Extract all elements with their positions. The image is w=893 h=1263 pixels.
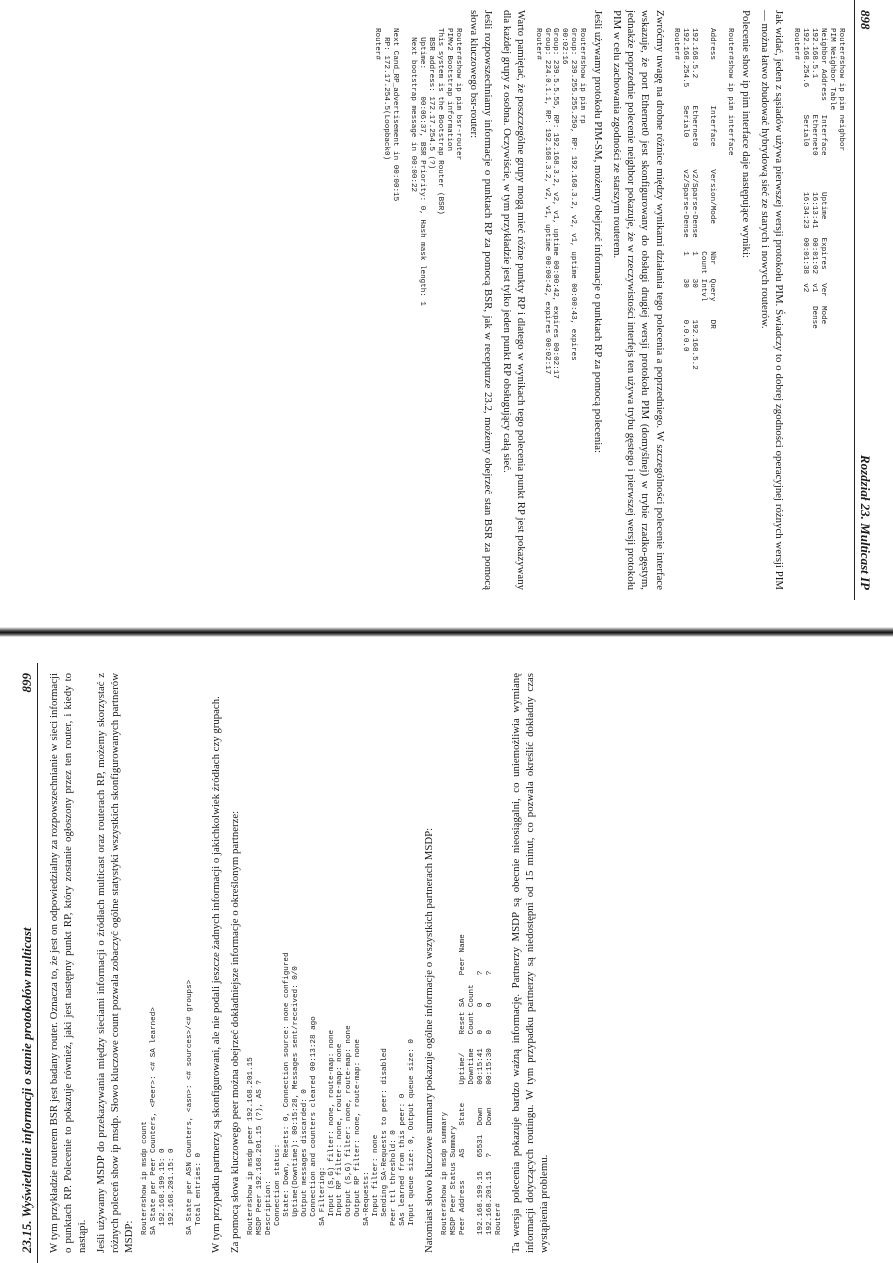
code-block-pim-rp: Router#show ip pim rp Group: 239.255.255.250, RP: 192.168.3.2, v2, v1, uptime 00:00:43, expires 00:02:16 Group: 239.5.5.55, RP: 192.168.3.2, v2, v1, uptime 00:00:42, expires 00:02:17 Group: 224.0.1.1, RP: 192.168.3.2, v2, v1, uptime 00:00:42, expires 00:02:17 Router# <box>533 28 587 379</box>
paragraph: W tym przypadku partnerzy są skonfigurowani, ale nie podali jeszcze żadnych informacji o jakichkolwiek źródłach czy grupach. <box>209 696 222 1253</box>
page-header <box>854 0 877 600</box>
code-block-pim-interface: Router#show ip pim interface Address Interface Version/Mode Nbr Query DR Count Intvl 192.168.5.2 Ethernet0 v2/Sparse-Dense 1 30 192.168.5.2 192.168.254.5 Serial0 v2/Sparse-Dense 1 30 0.0.0.0 Router# <box>672 28 735 370</box>
page-content <box>38 663 551 1263</box>
paragraph: Jeśli używamy protokołu PIM-SM, możemy obejrzeć informacje o punktach RP za pomocą polecenia: <box>592 10 605 454</box>
page-898 <box>15 0 877 600</box>
paragraph: Zwróćmy uwagę na drobne różnice między wynikami działania tego polecenia a poprzedniego. W szczególności polecenie interface wskazuje, że port Ethernet0 jest skonfigurowany do obsługi drugiej wersji protokołu PIM (domyślnej) w trybie rzadko-gęstym, jednakże poprzednie polecenie neighbor pokazuje, że w rzeczywistości interfejs ten używa trybu gęstego i pierwszej wersji protokołu PIM w celu zachowania zgodności ze starszym routerem. <box>611 10 666 590</box>
code-block-pim-neighbor: Router#show ip pim neighbor PIM Neighbor Table Neighbor Address Interface Uptime Expires Ver Mode 192.168.5.1 Ethernet0 16:13:41 00:01:02 v1 Dense 192.168.254.6 Serial0 16:34:23 00:01:38 v2 Router# <box>792 28 845 329</box>
paragraph: Natomiast słowo kluczowe summary pokazuje ogólne informacje o wszystkich partnerach MSDP: <box>423 827 436 1253</box>
page-header <box>15 663 38 1263</box>
page-content <box>372 0 854 600</box>
section-title: 23.15. Wyświetlanie informacji o stanie protokołów multicast <box>19 927 34 1253</box>
paragraph: Za pomocą słowa kluczowego peer można obejrzeć dokładniejsze informacje o określonym partnerze: <box>228 810 241 1253</box>
page-number: 899 <box>19 673 34 693</box>
paragraph: Jeśli używamy MSDP do przekazywania między sieciami informacji o źródłach multicast oraz routerach RP, możemy skorzystać z różnych poleceń show ip msdp. Słowo kluczowe count pozwala zobaczyć ogólne statystyki wszystkich skonfigurowanych partnerów MSDP: <box>95 673 136 1253</box>
paragraph: Jeśli rozpowszechniamy informacje o punktach RP za pomocą BSR, jak w recepturze 23.2, możemy obejrzeć stan BSR za pomocą słowa kluczowego bsr-router: <box>467 10 494 590</box>
paragraph: W tym przykładzie routerem BSR jest badany router. Oznacza to, że jest on odpowiedzialny za rozpowszechnianie w sieci informacji o punktach RP. Polecenie to pokazuje również, jaki jest następny punkt RP, który zostanie ogłoszony przez ten router, i kiedy to nastąpi. <box>48 673 89 1253</box>
chapter-title: Rozdział 23. Multicast IP <box>858 454 873 590</box>
paragraph: Polecenie show ip pim interface daje następujące wyniki: <box>740 10 753 258</box>
page-899 <box>15 663 877 1263</box>
code-block-msdp-count: Router#show ip msdp count SA State per Peer Counters, <Peer>: <# SA learned> 192.168.199.15: 0 192.168.201.15: 0 SA State per ASN Counters, <asn>: <# sources>/<# groups> Total entries: 0 <box>141 979 203 1235</box>
page-number: 898 <box>858 10 873 30</box>
code-block-bsr-router: Router#show ip pim bsr-router PIMv2 Bootstrap information This system is the Bootstrap Router (BSR) BSR address: 172.17.254.5 (?) Uptime: 00:06:37, BSR Priority: 0, Hash mask length: 1 Next bootstrap message in 00:00:22 Next Cand_RP_advertisement in 00:00:15 RP: 172.17.254.5(Loopback0) Router# <box>372 28 462 306</box>
page-gutter-shadow <box>0 627 893 637</box>
code-block-msdp-summary: Router#show ip msdp summary MSDP Peer Status Summary Peer Address AS State Uptime/ Reset SA Peer Name Downtime Count Count 192.168.199.15 65531 Down 00:15:41 0 0 ? 192.168.201.15 ? Down 00:15:30 0 0 ? Router# <box>441 934 503 1235</box>
paragraph: Ta wersja polecenia pokazuje bardzo ważną informację. Partnerzy MSDP są obecnie nieosiągalni, co uniemożliwia wymianę informacji dotyczących routingu. W tym przypadku partnerzy są niedostępni od 15 minut, co pozwala określić dokładny czas wystąpienia problemu. <box>509 673 550 1253</box>
code-block-msdp-peer: Router#show ip msdp peer 192.168.201.15 MSDP Peer 192.168.201.15 (?), AS ? Description: Connection status: State: Down, Resets: 0, Connection source: none configured Uptime(Downtime): 00:15:28, Messages sent/received: 0/0 Output messages discarded: 0 Connection and counters cleared 00:13:28 ago SA Filtering: Input (S,G) filter: none, route-map: none Input RP filter: none, route-map: none Output (S,G) filter: none, route-map: none Output RP filter: none, route-map: none SA-Requests: Input filter: none Sending SA-Requests to peer: disabled Peer ttl threshold: 0 SAs learned from this peer: 0 Input queue size: 0, Output queue size: 0 <box>246 952 417 1235</box>
paragraph: Jak widać, jeden z sąsiadów używa pierwszej wersji protokołu PIM. Świadczy to o dobrej zgodności operacyjnej różnych wersji PIM — można łatwo zbudować hybrydową sieć ze starych i nowych routerów. <box>759 10 786 590</box>
paragraph: Warto pamiętać, że poszczególne grupy mogą mieć różne punkty RP i dlatego w wynikach tego polecenia punkt RP jest pokazywany dla każdej grupy z osobna. Oczywiście, w tym przykładzie jest tylko jeden punkt RP obsługujący całą sieć. <box>500 10 527 590</box>
